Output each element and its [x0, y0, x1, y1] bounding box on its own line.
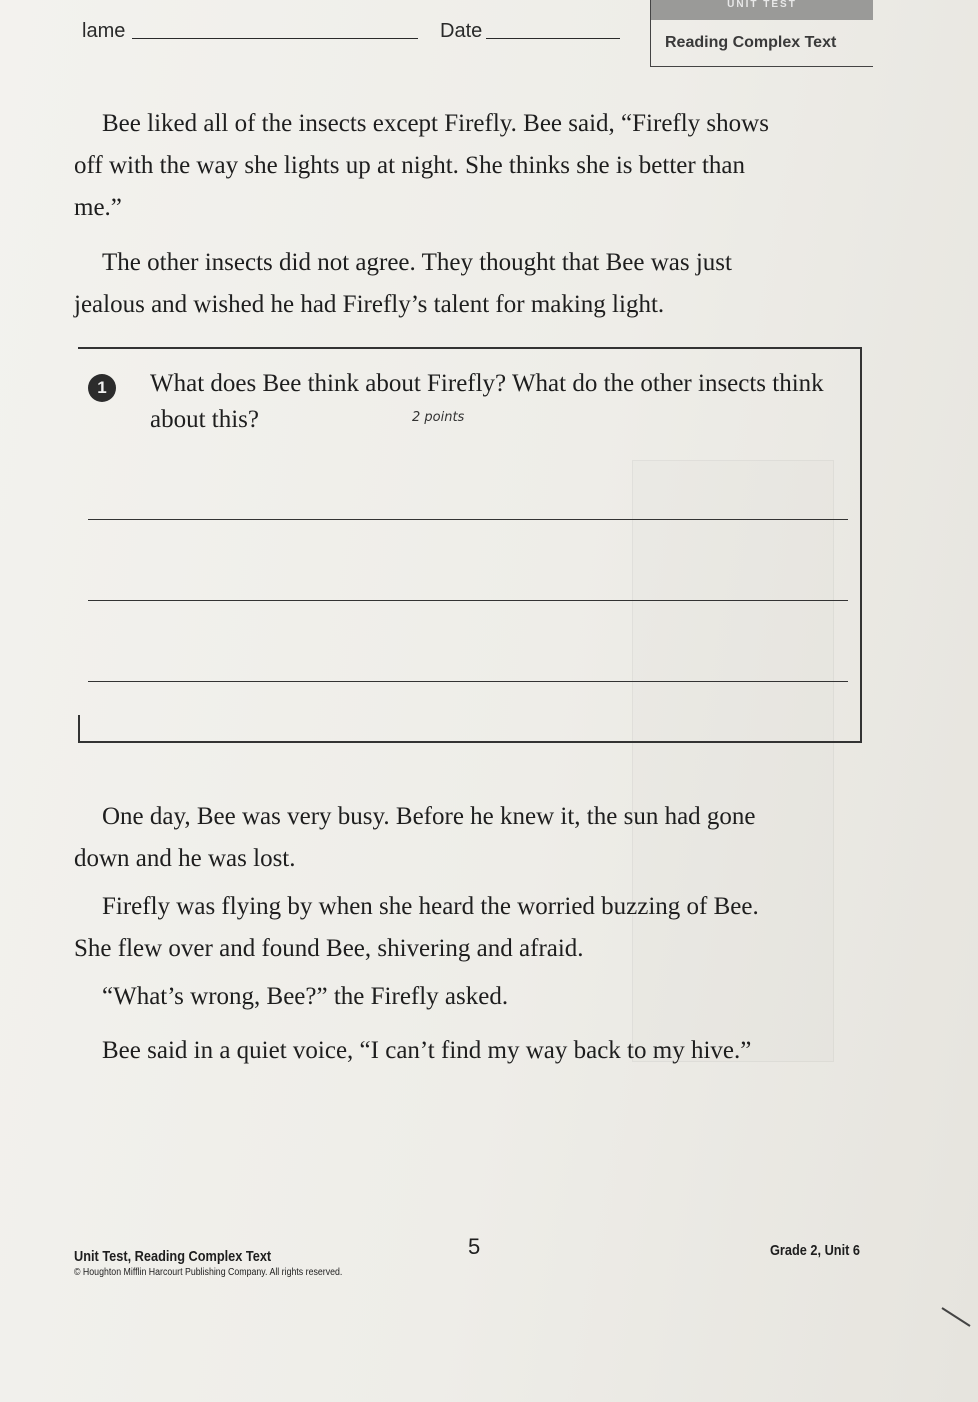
passage-paragraph: Bee said in a quiet voice, “I can’t find my way back to my hive.” [102, 1037, 752, 1064]
footer-copyright: © Houghton Mifflin Harcourt Publishing Company. All rights reserved. [74, 1267, 343, 1278]
handwritten-points-note: 2 points [412, 410, 465, 425]
question-box-left-edge [78, 715, 80, 741]
footer-title: Unit Test, Reading Complex Text [74, 1248, 272, 1265]
answer-line[interactable] [88, 600, 848, 601]
page-number: 5 [468, 1234, 481, 1259]
question-number-badge: 1 [88, 374, 116, 402]
passage-paragraph: Bee liked all of the insects except Firefly. Bee said, “Firefly shows off with the way she lights up at night. She thinks she is better than me.” [74, 110, 769, 221]
pen-mark [940, 1304, 972, 1330]
date-label: Date [440, 20, 483, 42]
footer-left [74, 1248, 379, 1278]
name-line[interactable] [132, 38, 418, 39]
name-label: lame [82, 20, 126, 42]
passage-paragraph: Firefly was flying by when she heard the worried buzzing of Bee. She flew over and found Bee, shivering and afraid. [74, 893, 759, 962]
passage-paragraph: One day, Bee was very busy. Before he knew it, the sun had gone down and he was lost. [74, 803, 756, 872]
unit-test-strip: UNIT TEST [651, 0, 873, 20]
answer-line[interactable] [88, 681, 848, 682]
date-line[interactable] [486, 38, 620, 39]
unit-label: Reading Complex Text [665, 34, 837, 51]
unit-test-badge [650, 0, 873, 67]
answer-line[interactable] [88, 519, 848, 520]
passage-paragraph: The other insects did not agree. They thought that Bee was just jealous and wished he had Firefly’s talent for making light. [74, 249, 732, 318]
footer-grade: Grade 2, Unit 6 [770, 1242, 860, 1259]
question-text: What does Bee think about Firefly? What do the other insects think about this? [150, 370, 824, 433]
passage-paragraph: “What’s wrong, Bee?” the Firefly asked. [102, 983, 509, 1010]
